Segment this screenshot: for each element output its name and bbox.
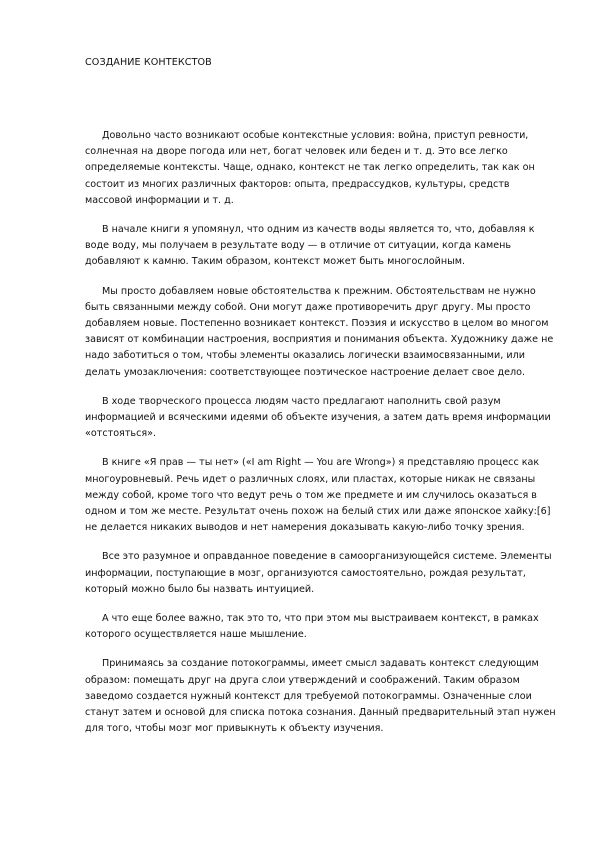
paragraph: В книге «Я прав — ты нет» («I am Right — You are Wrong») я представляю процесс как многоуровневый. Речь идет о различных слоях, или пластах, которые никак не связаны между собой, кроме того что ведут речь о том же предмете и им случилось оказаться в одном и том же месте. Результат очень похож на белый стих или даже японское хайку:[6] не делается никаких выводов и нет намерения доказывать какую-либо точку зрения. [85, 457, 551, 534]
paragraph: Довольно часто возникают особые контекстные условия: война, приступ ревности, солнечная на дворе погода или нет, богат человек или беден и т. д. Это все легко определяемые контексты. Чаще, однако, контекст не так легко определить, так как он состоит из многих различных факторов: опыта, предрассудков, культуры, средств массовой информации и т. д. [85, 130, 535, 206]
paragraph: В начале книги я упомянул, что одним из качеств воды является то, что, добавляя к воде воду, мы получаем в результате воду — в отличие от ситуации, когда камень добавляют к камню. Таким образом, контекст может быть многослойным. [85, 224, 535, 268]
paragraph: В ходе творческого процесса людям часто предлагают наполнить свой разум информацией и всяческими идеями об объекте изучения, а затем дать время информации «отстояться». [85, 395, 551, 440]
paragraph: Мы просто добавляем новые обстоятельства к прежним. Обстоятельствам не нужно быть связанными между собой. Они могут даже противоречить друг другу. Мы просто добавляем новые. Постепенно возникает контекст. Поэзия и искусство в целом во многом зависят от комбинации настроения, восприятия и понимания объекта. Художнику даже не надо заботиться о том, чтобы элементы оказались логически взаимосвязанными, или делать умозаключения: соответствующее поэтическое настроение делает свое дело. [85, 285, 554, 378]
paragraph: Принимаясь за создание потокограммы, имеет смысл задавать контекст следующим образом: помещать друг на друга слои утверждений и соображений. Таким образом заведомо создается нужный контекст для требуемой потокограммы. Означенные слои станут затем и основой для списка потока сознания. Данный предварительный этап нужен для того, чтобы мозг мог привыкнуть к объекту изучения. [85, 658, 556, 735]
body-text [85, 128, 559, 751]
paragraph: Все это разумное и оправданное поведение в самоорганизующейся системе. Элементы информации, поступающие в мозг, организуются самостоятельно, рождая результат, который можно было бы назвать интуицией. [85, 551, 552, 595]
page-title: СОЗДАНИЕ КОНТЕКСТОВ [85, 57, 212, 68]
paragraph: А что еще более важно, так это то, что при этом мы выстраиваем контекст, в рамках которого осуществляется наше мышление. [85, 613, 539, 641]
